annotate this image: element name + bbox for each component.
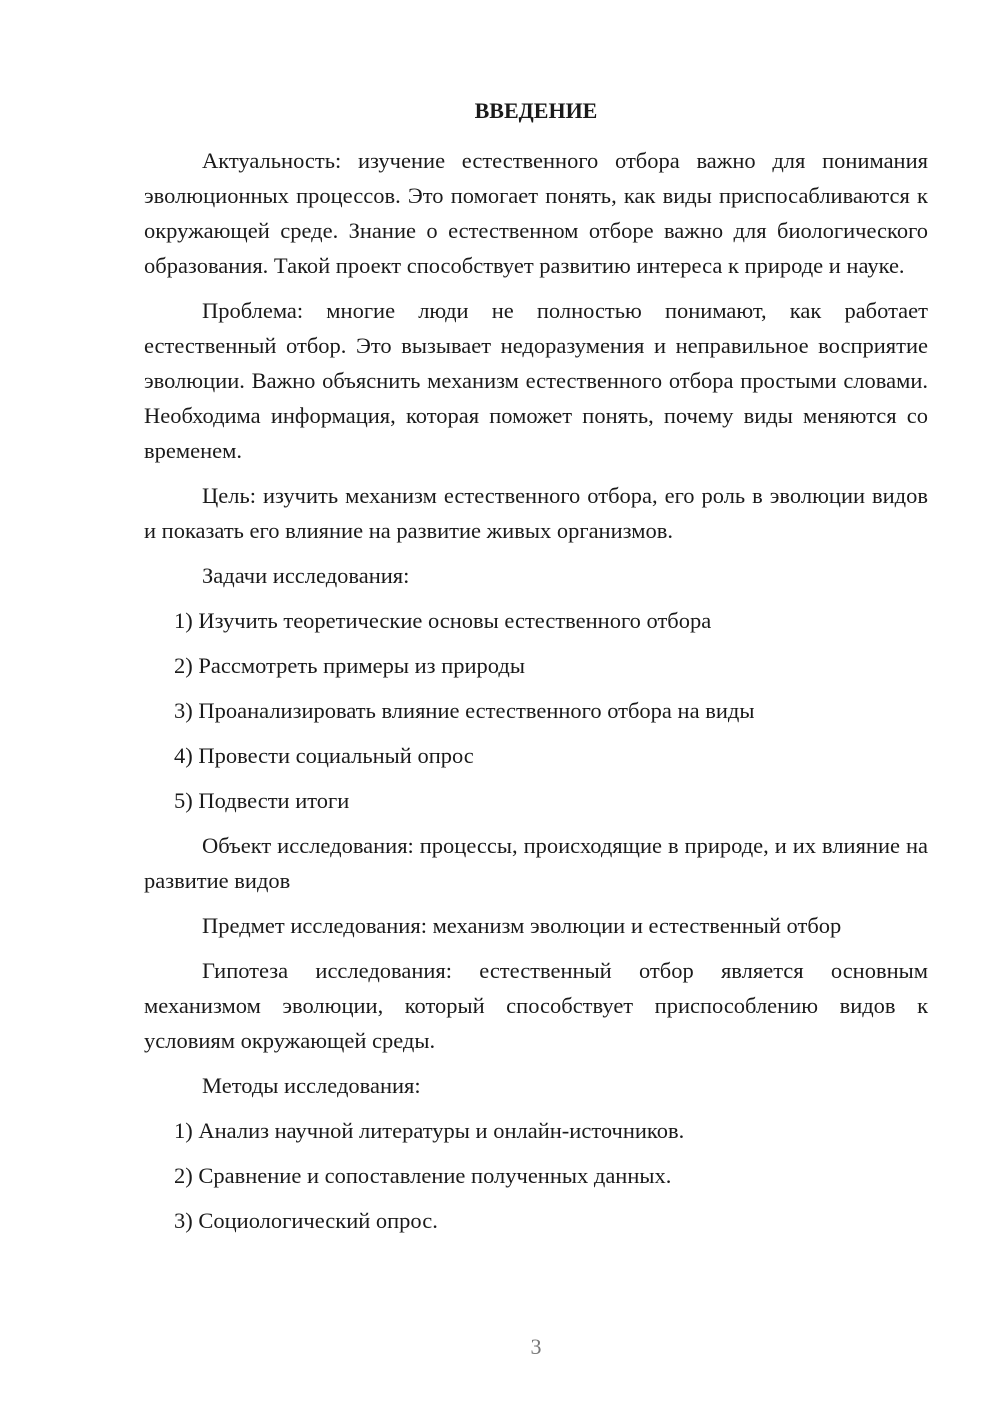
list-item: 4) Провести социальный опрос: [174, 743, 474, 768]
page-title: ВВЕДЕНИЕ: [474, 98, 598, 123]
list-item: 1) Изучить теоретические основы естественного отбора: [174, 608, 712, 633]
page-number: 3: [530, 1334, 542, 1359]
tasks-list: [144, 603, 928, 818]
list-item: 3) Проанализировать влияние естественного отбора на виды: [174, 698, 755, 723]
list-item: 3) Социологический опрос.: [174, 1208, 438, 1233]
hypothesis-paragraph: Гипотеза исследования: естественный отбор является основным механизмом эволюции, который способствует приспособлению видов к условиям окружающей среды.: [144, 958, 928, 1053]
methods-heading: Методы исследования:: [202, 1073, 421, 1098]
document-body: [144, 143, 928, 1248]
goal-paragraph: Цель: изучить механизм естественного отбора, его роль в эволюции видов и показать его влияние на развитие живых организмов.: [144, 483, 928, 543]
object-paragraph: Объект исследования: процессы, происходящие в природе, и их влияние на развитие видов: [144, 833, 928, 893]
list-item: 5) Подвести итоги: [174, 788, 350, 813]
list-item: 2) Рассмотреть примеры из природы: [174, 653, 525, 678]
relevance-paragraph: Актуальность: изучение естественного отбора важно для понимания эволюционных процессов. Это помогает понять, как виды приспосабливаются к окружающей среде. Знание о естественном отборе важно для биологического образования. Такой проект способствует развитию интереса к природе и науке.: [144, 148, 928, 278]
list-item: 1) Анализ научной литературы и онлайн-источников.: [174, 1118, 685, 1143]
list-item: 2) Сравнение и сопоставление полученных данных.: [174, 1163, 672, 1188]
problem-paragraph: Проблема: многие люди не полностью понимают, как работает естественный отбор. Это вызывает недоразумения и неправильное восприятие эволюции. Важно объяснить механизм естественного отбора простыми словами. Необходима информация, которая поможет понять, почему виды меняются со временем.: [144, 298, 928, 463]
methods-list: [144, 1113, 928, 1238]
tasks-heading: Задачи исследования:: [202, 563, 410, 588]
subject-paragraph: Предмет исследования: механизм эволюции и естественный отбор: [202, 913, 842, 938]
